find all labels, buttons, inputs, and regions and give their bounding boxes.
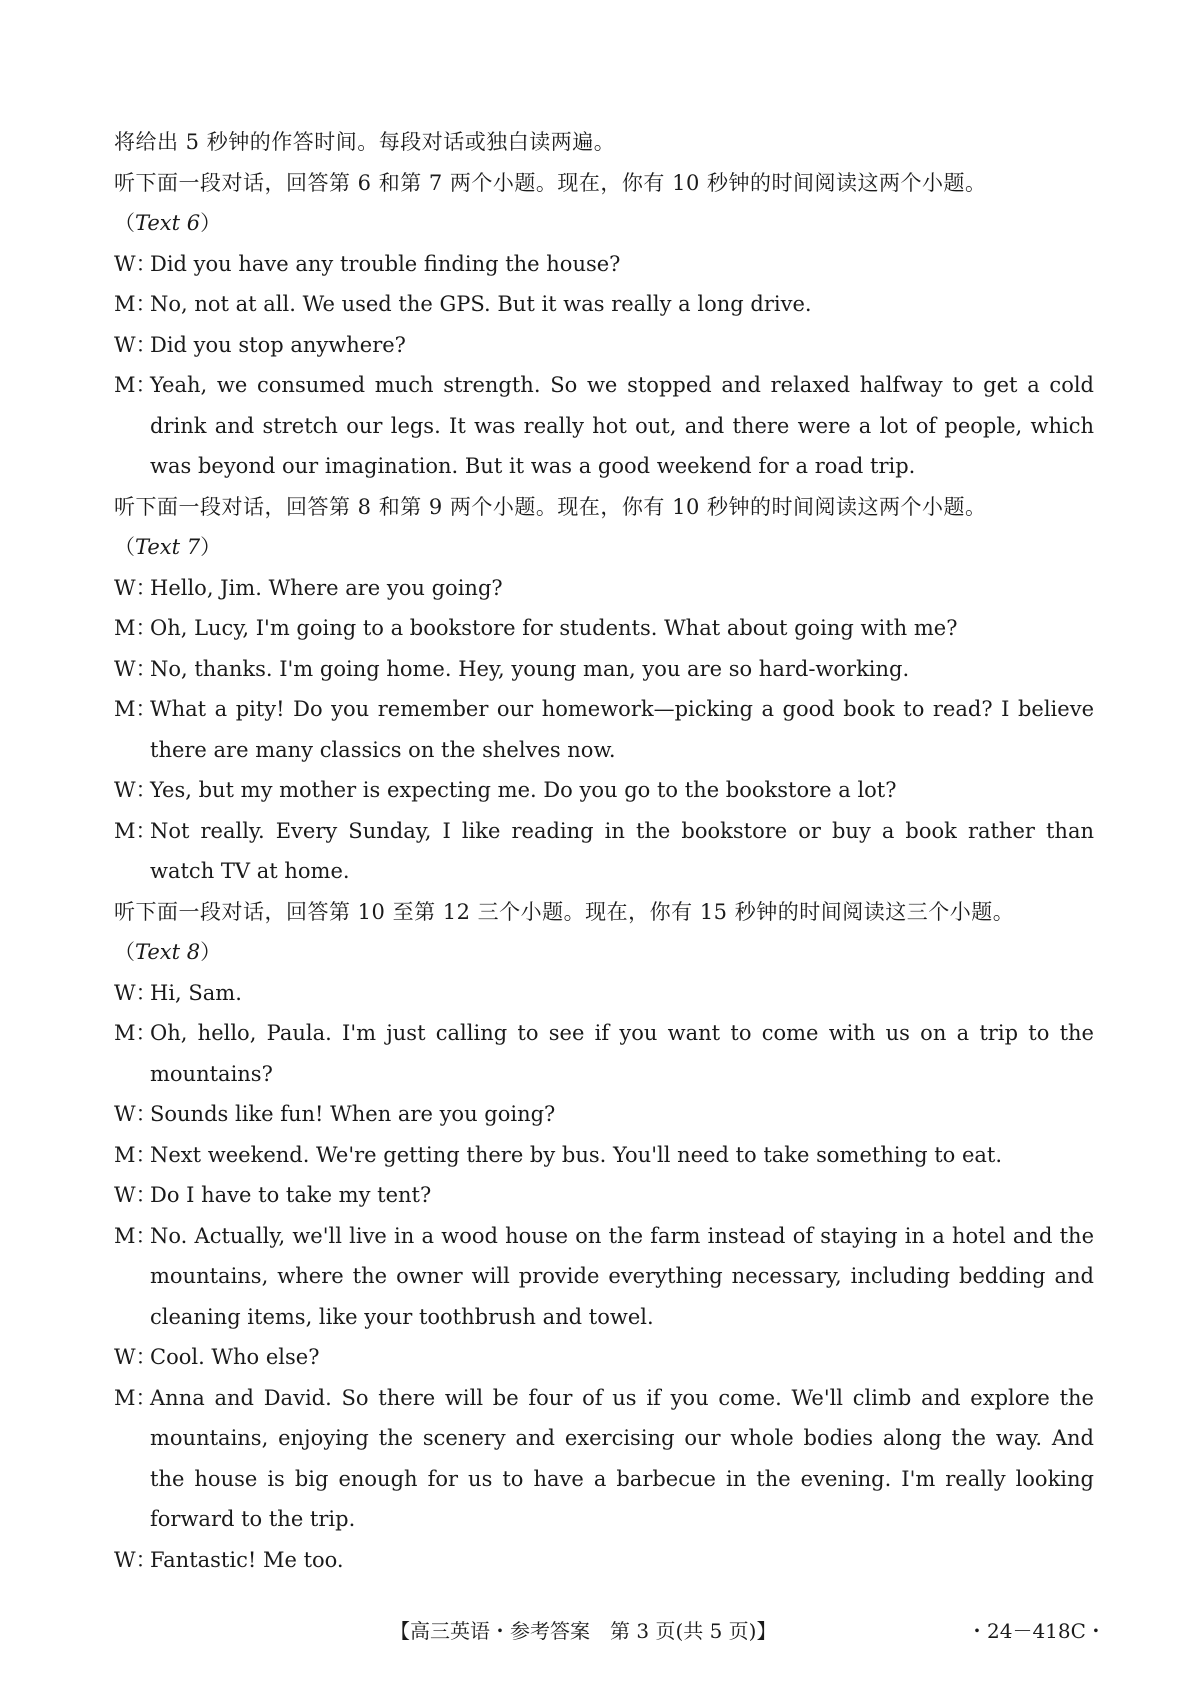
dialogue-text: No, thanks. I'm going home. Hey, young man, you are so hard-working. [150,656,910,681]
dialogue-text: Cool. Who else? [150,1345,320,1369]
dialogue-line [114,1540,1094,1581]
speaker-label: M： [114,616,157,640]
dialogue-text: Do I have to take my tent? [150,1183,432,1207]
dialogue-text: Sounds like fun! When are you going? [150,1102,556,1126]
dialogue-line [114,1337,1094,1378]
dialogue-text: Not really. Every Sunday, I like reading in the bookstore or buy a book rather than watch TV at home. [150,818,1094,883]
dialogue-line [114,244,1094,285]
dialogue-text: Hi, Sam. [150,980,242,1005]
speaker-label: M： [114,818,157,843]
dialogue-text: What a pity! Do you remember our homework—picking a good book to read? I believe there are many classics on the shelves now. [150,697,1094,762]
speaker-label: W： [114,656,157,681]
speaker-label: M： [114,1142,157,1167]
speaker-label: M： [114,697,157,721]
dialogue-line [114,608,1094,649]
footer-paper-code: ・24－418C・ [967,1619,1106,1643]
dialogue-text: Hello, Jim. Where are you going? [150,575,503,600]
instruction-line: 听下面一段对话，回答第 10 至第 12 三个小题。现在，你有 15 秒钟的时间阅读这三个小题。 [114,899,1015,924]
dialogue-text: Did you stop anywhere? [150,332,406,357]
dialogue-line [114,973,1094,1014]
section-label: （Text 6） [114,211,222,235]
dialogue-line [114,325,1094,366]
speaker-label: M： [114,1223,157,1248]
dialogue-line [114,1094,1094,1135]
dialogue-line [114,1013,1094,1094]
section-label: （Text 7） [114,535,222,559]
dialogue-line [114,1216,1094,1338]
speaker-label: W： [114,778,157,802]
dialogue-line [114,365,1094,487]
speaker-label: W： [114,1102,157,1126]
speaker-label: M： [114,292,157,316]
dialogue-line [114,770,1094,811]
dialogue-line [114,689,1094,770]
dialogue-text: Oh, hello, Paula. I'm just calling to see if you want to come with us on a trip to the mountains? [150,1021,1094,1086]
speaker-label: W： [114,251,157,276]
dialogue-text: Next weekend. We're getting there by bus. You'll need to take something to eat. [150,1142,1003,1167]
section-label: （Text 8） [114,940,222,964]
dialogue-text: Did you have any trouble finding the house? [150,251,621,276]
speaker-label: M： [114,373,157,397]
speaker-label: W： [114,575,157,600]
dialogue-text: No. Actually, we'll live in a wood house on the farm instead of staying in a hotel and the mountains, where the owner will provide everything necessary, including bedding and cleaning items, like your toothbrush and towel. [150,1223,1094,1329]
speaker-label: W： [114,332,157,357]
instruction-line: 听下面一段对话，回答第 8 和第 9 两个小题。现在，你有 10 秒钟的时间阅读这两个小题。 [114,494,987,519]
dialogue-line [114,284,1094,325]
dialogue-text: Yeah, we consumed much strength. So we stopped and relaxed halfway to get a cold drink and stretch our legs. It was really hot out, and there were a lot of people, which was beyond our imagination. But it was a good weekend for a road trip. [150,373,1094,478]
dialogue-text: Fantastic! Me too. [150,1547,344,1572]
speaker-label: W： [114,1345,157,1369]
dialogue-line [114,1135,1094,1176]
speaker-label: M： [114,1385,157,1410]
instruction-line: 听下面一段对话，回答第 6 和第 7 两个小题。现在，你有 10 秒钟的时间阅读这两个小题。 [114,170,987,195]
dialogue-text: No, not at all. We used the GPS. But it was really a long drive. [150,292,812,316]
dialogue-line [114,1175,1094,1216]
dialogue-text: Oh, Lucy, I'm going to a bookstore for students. What about going with me? [150,616,958,640]
dialogue-text: Anna and David. So there will be four of us if you come. We'll climb and explore the mountains, enjoying the scenery and exercising our whole bodies along the way. And the house is big enough for us to have a barbecue in the evening. I'm really looking forward to the trip. [150,1385,1094,1531]
speaker-label: M： [114,1021,157,1045]
footer-page-info: 【高三英语・参考答案 第 3 页(共 5 页)】 [390,1619,777,1643]
speaker-label: W： [114,980,157,1005]
speaker-label: W： [114,1547,157,1572]
dialogue-line [114,649,1094,690]
instruction-line: 将给出 5 秒钟的作答时间。每段对话或独白读两遍。 [114,130,616,154]
document-body [114,122,1094,1580]
dialogue-text: Yes, but my mother is expecting me. Do you go to the bookstore a lot? [150,778,897,802]
dialogue-line [114,1378,1094,1540]
speaker-label: W： [114,1183,157,1207]
dialogue-line [114,811,1094,892]
dialogue-line [114,568,1094,609]
